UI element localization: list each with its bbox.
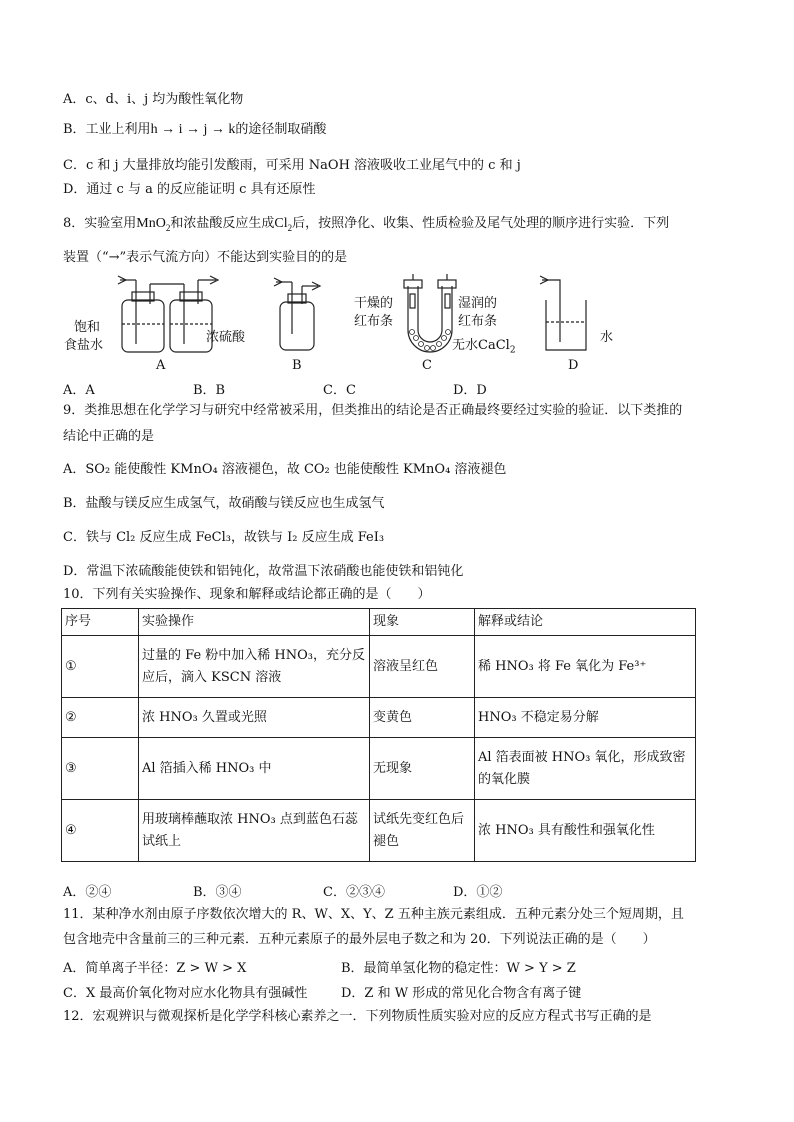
apparatus-c-desiccant-label: 无水CaCl$_2$ [452, 338, 516, 356]
apparatus-b-bottle [274, 278, 320, 350]
table-row [62, 738, 696, 800]
q7-option-c: C．c 和 j 大量排放均能引发酸雨，可采用 NaOH 溶液吸收工业尾气中的 c 和 j [63, 158, 521, 173]
q7-option-b [63, 121, 326, 139]
table-cell: ④ [62, 800, 139, 862]
q8-option-b: B．B [193, 383, 226, 398]
q11-option-d: D．Z 和 W 形成的常见化合物含有离子键 [341, 986, 582, 1001]
apparatus-c-utube [404, 274, 456, 352]
apparatus-d-water-label: 水 [600, 330, 614, 345]
q8-apparatus-figure [60, 274, 680, 374]
q10-option-d: D．①② [453, 885, 503, 900]
q8-option-d: D．D [453, 383, 487, 398]
table-header: 现象 [370, 609, 475, 636]
table-header: 实验操作 [139, 609, 370, 636]
q8-stem-line2: 装置（“→”表示气流方向）不能达到实验目的的是 [63, 250, 348, 265]
q9-stem-line1: 9．类推思想在化学学习与研究中经常被采用，但类推出的结论是否正确最终要经过实验的验证．以下类推的 [63, 403, 683, 418]
apparatus-c-letter: C [422, 358, 432, 373]
q10-option-a: A．②④ [63, 885, 112, 900]
q8-stem-part2: 和浓盐酸反应生成 [170, 216, 275, 231]
apparatus-c-wet-label-2: 红布条 [458, 314, 498, 329]
q11-option-a: A．简单离子半径：Z > W > X [63, 961, 247, 976]
q11-option-c: C．X 最高价氧化物对应水化物具有强碱性 [63, 986, 308, 1001]
q11-option-b: B．最简单氢化物的稳定性：W > Y > Z [341, 961, 576, 976]
apparatus-c-wet-label-1: 湿润的 [458, 296, 498, 311]
q9-option-c: C．铁与 Cl₂ 反应生成 FeCl₃，故铁与 I₂ 反应生成 FeI₃ [63, 530, 385, 545]
apparatus-d-beaker [540, 276, 586, 350]
q8-mno2: MnO$_2$ [136, 216, 171, 233]
table-cell: 用玻璃棒蘸取浓 HNO₃ 点到蓝色石蕊试纸上 [139, 800, 370, 862]
q8-options [63, 379, 583, 398]
table-cell: HNO₃ 不稳定易分解 [475, 698, 696, 738]
q8-option-c: C．C [323, 383, 356, 398]
q10-options [63, 881, 583, 900]
table-header: 解释或结论 [475, 609, 696, 636]
table-cell: 稀 HNO₃ 将 Fe 氧化为 Fe³⁺ [475, 636, 696, 698]
table-cell: ③ [62, 738, 139, 800]
apparatus-d-letter: D [568, 358, 579, 373]
apparatus-a-bottles [118, 276, 218, 352]
apparatus-c-dry-label-1: 干燥的 [354, 296, 394, 311]
table-row [62, 636, 696, 698]
apparatus-a-letter: A [156, 358, 166, 373]
table-header-row [62, 609, 696, 636]
q9-option-b: B．盐酸与镁反应生成氢气，故硝酸与镁反应也生成氢气 [63, 496, 385, 511]
q11-stem-line2: 包含地壳中含量前三的三种元素．五种元素原子的最外层电子数之和为 20．下列说法正确的是（ ） [63, 932, 656, 947]
q10-stem: 10．下列有关实验操作、现象和解释或结论都正确的是（ ） [63, 587, 431, 602]
apparatus-b-letter: B [292, 358, 302, 373]
q8-stem-part1: 8．实验室用 [63, 216, 137, 231]
table-header: 序号 [62, 609, 139, 636]
q10-table [61, 608, 696, 862]
q8-stem-line1 [63, 215, 669, 233]
table-cell: 试纸先变红色后褪色 [370, 800, 475, 862]
q7-option-d: D．通过 c 与 a 的反应能证明 c 具有还原性 [63, 182, 316, 197]
q8-stem-part3: 后，按照净化、收集、性质检验及尾气处理的顺序进行实验．下列 [292, 216, 670, 231]
q7-option-b-suffix: 的途径制取硝酸 [235, 122, 327, 137]
apparatus-a-liquid-label-2: 食盐水 [64, 338, 104, 353]
q11-stem-line1: 11．某种净水剂由原子序数依次增大的 R、W、X、Y、Z 五种主族元素组成．五种元素分处三个短周期，且 [63, 907, 684, 922]
table-cell: 变黄色 [370, 698, 475, 738]
q8-option-a: A．A [63, 383, 95, 398]
table-row [62, 800, 696, 862]
table-row [62, 698, 696, 738]
apparatus-c-dry-label-2: 红布条 [354, 314, 394, 329]
table-cell: 无现象 [370, 738, 475, 800]
q10-option-c: C．②③④ [323, 885, 385, 900]
q7-option-a: A．c、d、i、j 均为酸性氧化物 [63, 92, 244, 107]
table-cell: ② [62, 698, 139, 738]
table-cell: 过量的 Fe 粉中加入稀 HNO₃，充分反应后，滴入 KSCN 溶液 [139, 636, 370, 698]
q10-option-b: B．③④ [193, 885, 242, 900]
q12-stem: 12．宏观辨识与微观探析是化学学科核心素养之一．下列物质性质实验对应的反应方程式书写正确的是 [63, 1009, 652, 1024]
table-cell: 溶液呈红色 [370, 636, 475, 698]
q8-cl2: $Cl_2$ [274, 216, 293, 233]
q7-option-b-prefix: B．工业上利用 [63, 122, 151, 137]
q11-options-row1 [63, 957, 619, 976]
q9-option-d: D．常温下浓硫酸能使铁和铝钝化，故常温下浓硝酸也能使铁和铝钝化 [63, 564, 464, 579]
q7-option-b-path: h → i → j → k [150, 122, 236, 137]
table-cell: ① [62, 636, 139, 698]
apparatus-a-acid-label: 浓硫酸 [206, 330, 246, 345]
q11-options-row2 [63, 982, 619, 1001]
q9-stem-line2: 结论中正确的是 [63, 429, 155, 444]
q9-option-a: A．SO₂ 能使酸性 KMnO₄ 溶液褪色，故 CO₂ 也能使酸性 KMnO₄ 溶液褪色 [63, 462, 507, 477]
table-cell: Al 箔插入稀 HNO₃ 中 [139, 738, 370, 800]
table-cell: Al 箔表面被 HNO₃ 氧化，形成致密的氧化膜 [475, 738, 696, 800]
table-cell: 浓 HNO₃ 具有酸性和强氧化性 [475, 800, 696, 862]
table-cell: 浓 HNO₃ 久置或光照 [139, 698, 370, 738]
apparatus-a-liquid-label-1: 饱和 [74, 320, 101, 335]
